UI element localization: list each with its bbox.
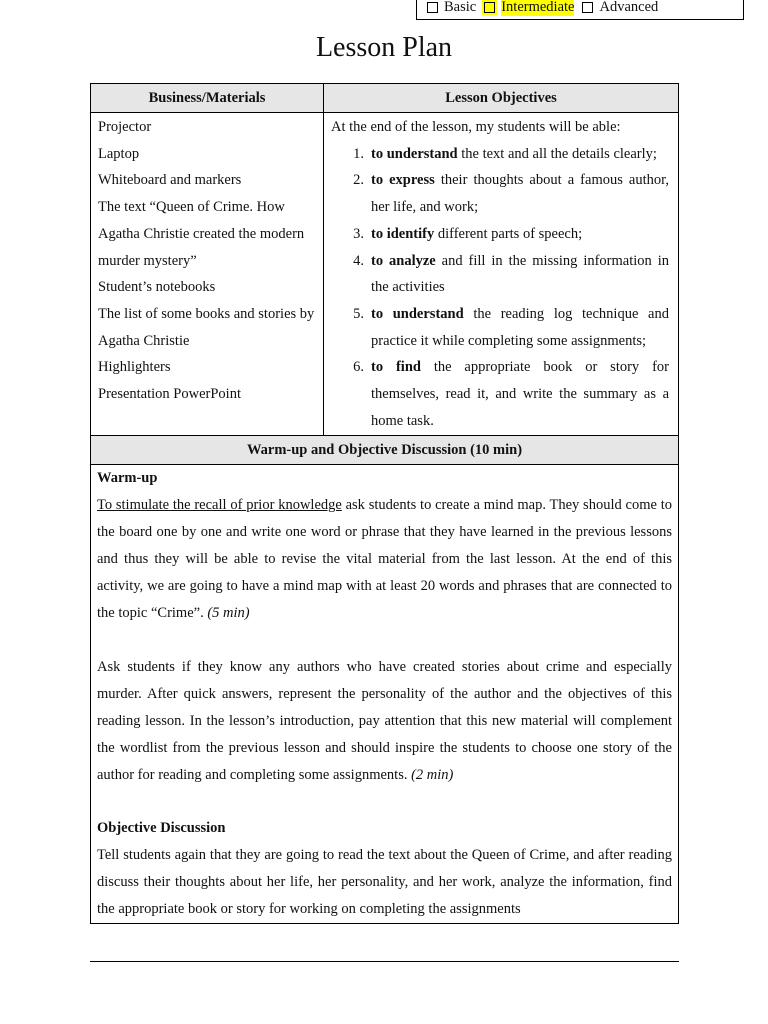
warmup-p2-text: Ask students if they know any authors who have created stories about crime and especially murder. After quick answers, represent the personality of the author and the objectives of this reading lesson. In the lesson’s introduction, pay attention that this new material will complement the wordlist from the previous lesson and should inspire the students to choose one story of the author for reading and completing some assignments. [97,658,672,783]
spacer [97,788,672,815]
objectives-cell [324,113,679,436]
objective-number: 3. [353,225,364,242]
section-header-row [91,436,679,465]
objective-number: 6. [353,359,364,376]
objective-text [371,301,669,354]
warmup-paragraph-1 [97,492,672,627]
objectives-list [325,141,677,435]
materials-header: Business/Materials [91,84,324,113]
objective-rest: the appropriate book or story for themselves, read it, and write the summary as a home task. [371,359,669,429]
objectives-intro: At the end of the lesson, my students will be able: [331,119,621,135]
time-note: (2 min) [411,766,454,783]
table-header-row [91,84,679,113]
materials-cell [91,113,324,436]
objective-verb: to identify [371,225,435,242]
objective-number: 2. [353,172,364,189]
objective-text [371,354,669,434]
objective-rest: and fill in the missing information in the activities [371,252,669,296]
objective-rest: different parts of speech; [434,225,583,242]
section-header: Warm-up and Objective Discussion (10 min) [91,436,679,465]
objective-rest: the text and all the details clearly; [457,145,657,162]
objective-text [371,167,669,220]
spacer [97,627,672,654]
list-item [325,248,669,301]
level-advanced-label: Advanced [599,0,659,15]
objective-verb: to analyze [371,252,436,269]
warmup-p1-text: ask students to create a mind map. They should come to the board one by one and write one word or phrase that they have learned in the previous lessons and thus they will be able to revise the vital material from the last lesson. At the end of this activity, we are going to have a mind map with at least 20 words and phrases that are connected to the topic “Crime”. [97,497,672,621]
list-item: Projector [98,119,152,135]
list-item: The list of some books and stories by Agatha Christie [98,305,315,349]
list-item: Highlighters [98,359,171,376]
objective-verb: to express [371,172,435,189]
table-row [91,113,679,436]
table-row [91,465,679,924]
objective-number: 1. [353,145,364,162]
level-basic-label: Basic [444,0,477,15]
list-item [325,141,669,168]
list-item [325,301,669,354]
objective-paragraph: Tell students again that they are going to read the text about the Queen of Crime, and after reading discuss their thoughts about her life, her personality, and her work, analyze the information, find the appropriate book or story for working on completing the assignments [97,847,672,918]
objective-number: 5. [353,305,364,322]
warmup-heading: Warm-up [97,470,158,487]
list-item [325,221,669,248]
list-item [325,354,669,434]
level-intermediate-label: Intermediate [501,0,575,15]
list-item: The text “Queen of Crime. How Agatha Christie created the modern murder mystery” [98,199,305,269]
time-note: (5 min) [207,604,250,621]
warmup-cell [91,465,679,924]
warmup-underlined: To stimulate the recall of prior knowledge [97,497,342,514]
list-item: Whiteboard and markers [98,172,242,189]
objective-text [371,221,669,248]
list-item: Laptop [98,145,140,162]
lesson-plan-table [90,83,679,924]
objective-rest: the reading log technique and practice it while completing some assignments; [371,305,669,349]
list-item: Presentation PowerPoint [98,386,241,403]
list-item: Student’s notebooks [98,279,216,296]
objective-text [371,248,669,301]
materials-list [92,114,322,408]
list-item [325,167,669,220]
objective-number: 4. [353,252,364,269]
objective-text [371,141,669,168]
divider [90,961,679,962]
objective-verb: to understand [371,305,464,322]
warmup-paragraph-2 [97,654,672,789]
objective-heading: Objective Discussion [97,820,226,837]
page-title: Lesson Plan [315,32,453,63]
objectives-header: Lesson Objectives [324,84,679,113]
objective-verb: to understand [371,145,458,162]
objective-rest: their thoughts about a famous author, her life, and work; [371,172,669,216]
objective-verb: to find [371,359,421,376]
